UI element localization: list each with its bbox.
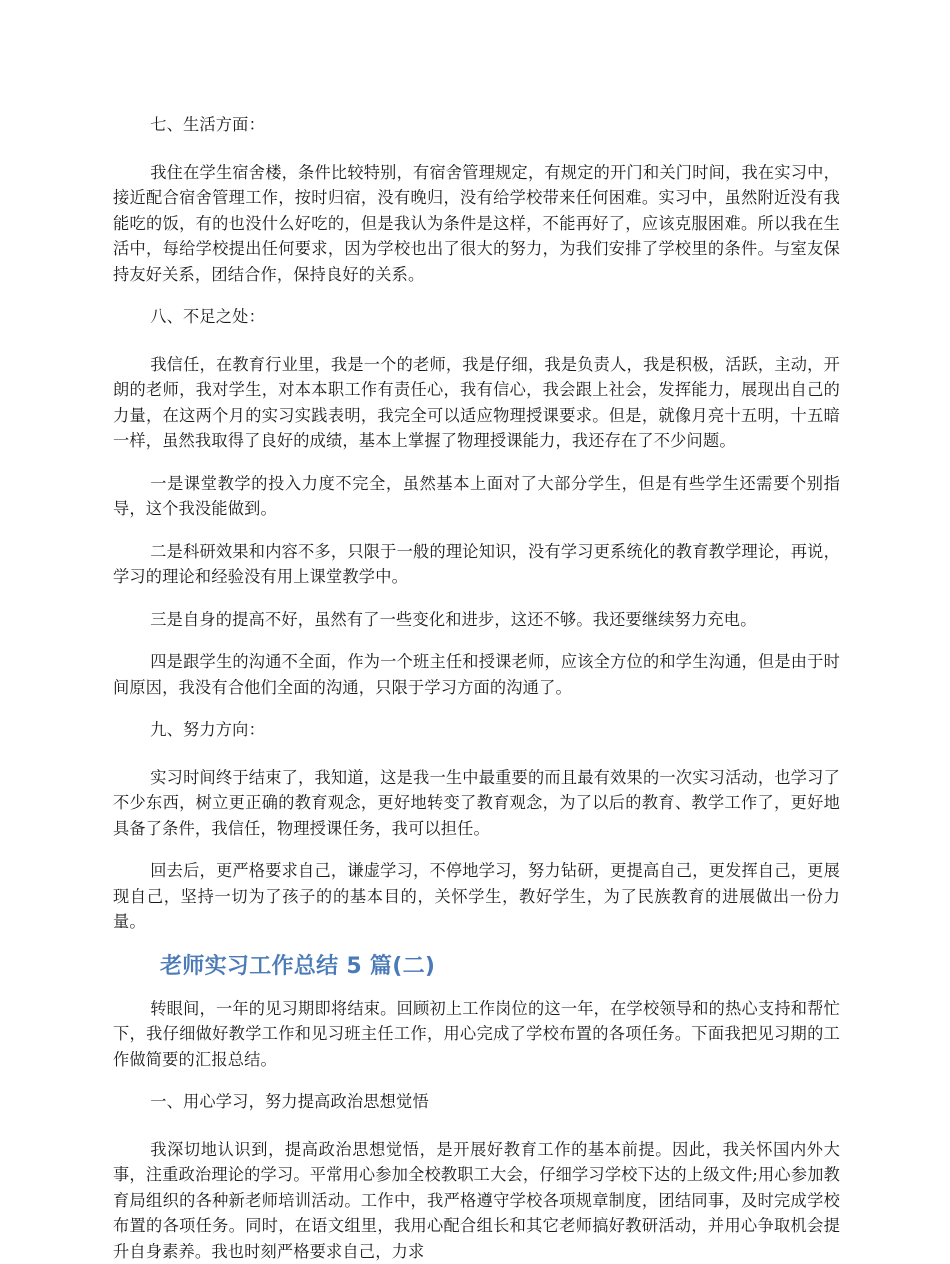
paragraph-point-4: 四是跟学生的沟通不全面，作为一个班主任和授课老师，应该全方位的和学生沟通，但是由于时间原因，我没有合他们全面的沟通，只限于学习方面的沟通了。 [113, 649, 840, 700]
paragraph-study: 我深切地认识到，提高政治思想觉悟，是开展好教育工作的基本前提。因此，我关怀国内外大事，注重政治理论的学习。平常用心参加全校教职工大会，仔细学习学校下达的上级文件;用心参加教育局组织的各种新老师培训活动。工作中，我严格遵守学校各项规章制度，团结同事，及时完成学校布置的各项任务。同时，在语文组里，我用心配合组长和其它老师搞好教研活动，并用心争取机会提升自身素养。我也时刻严格要求自己，力求 [113, 1137, 840, 1264]
paragraph-point-3: 三是自身的提高不好，虽然有了一些变化和进步，这还不够。我还要继续努力充电。 [113, 607, 840, 633]
heading-study: 一、用心学习，努力提高政治思想觉悟 [113, 1089, 840, 1115]
heading-shortcomings: 八、不足之处： [113, 304, 840, 330]
paragraph-direction-2: 回去后，更严格要求自己，谦虚学习，不停地学习，努力钻研，更提高自己，更发挥自己，更展现自己，坚持一切为了孩子的的基本目的，关怀学生，教好学生，为了民族教育的进展做出一份力量。 [113, 858, 840, 935]
paragraph-shortcomings-intro: 我信任，在教育行业里，我是一个的老师，我是仔细，我是负责人，我是积极，活跃，主动，开朗的老师，我对学生，对本本职工作有责任心，我有信心，我会跟上社会，发挥能力，展现出自己的力量，在这两个月的实习实践表明，我完全可以适应物理授课要求。但是，就像月亮十五明，十五暗一样，虽然我取得了良好的成绩，基本上掌握了物理授课能力，我还存在了不少问题。 [113, 352, 840, 454]
paragraph-point-2: 二是科研效果和内容不多，只限于一般的理论知识，没有学习更系统化的教育教学理论，再说，学习的理论和经验没有用上课堂教学中。 [113, 539, 840, 590]
section-title: 老师实习工作总结 5 篇(二) [160, 952, 840, 982]
paragraph-intro: 转眼间，一年的见习期即将结束。回顾初上工作岗位的这一年，在学校领导和的热心支持和帮忙下，我仔细做好教学工作和见习班主任工作，用心完成了学校布置的各项任务。下面我把见习期的工作做简要的汇报总结。 [113, 996, 840, 1073]
heading-direction: 九、努力方向： [113, 717, 840, 743]
paragraph-direction-1: 实习时间终于结束了，我知道，这是我一生中最重要的而且最有效果的一次实习活动，也学习了不少东西，树立更正确的教育观念，更好地转变了教育观念，为了以后的教育、教学工作了，更好地具备了条件，我信任，物理授课任务，我可以担任。 [113, 765, 840, 842]
paragraph-point-1: 一是课堂教学的投入力度不完全，虽然基本上面对了大部分学生，但是有些学生还需要个别指导，这个我没能做到。 [113, 471, 840, 522]
heading-life: 七、生活方面： [113, 112, 840, 138]
paragraph-life: 我住在学生宿舍楼，条件比较特别，有宿舍管理规定，有规定的开门和关门时间，我在实习中，接近配合宿舍管理工作，按时归宿，没有晚归，没有给学校带来任何困难。实习中，虽然附近没有我能吃的饭，有的也没什么好吃的，但是我认为条件是这样，不能再好了，应该克服困难。所以我在生活中，每给学校提出任何要求，因为学校也出了很大的努力，为我们安排了学校里的条件。与室友保持友好关系，团结合作，保持良好的关系。 [113, 160, 840, 288]
